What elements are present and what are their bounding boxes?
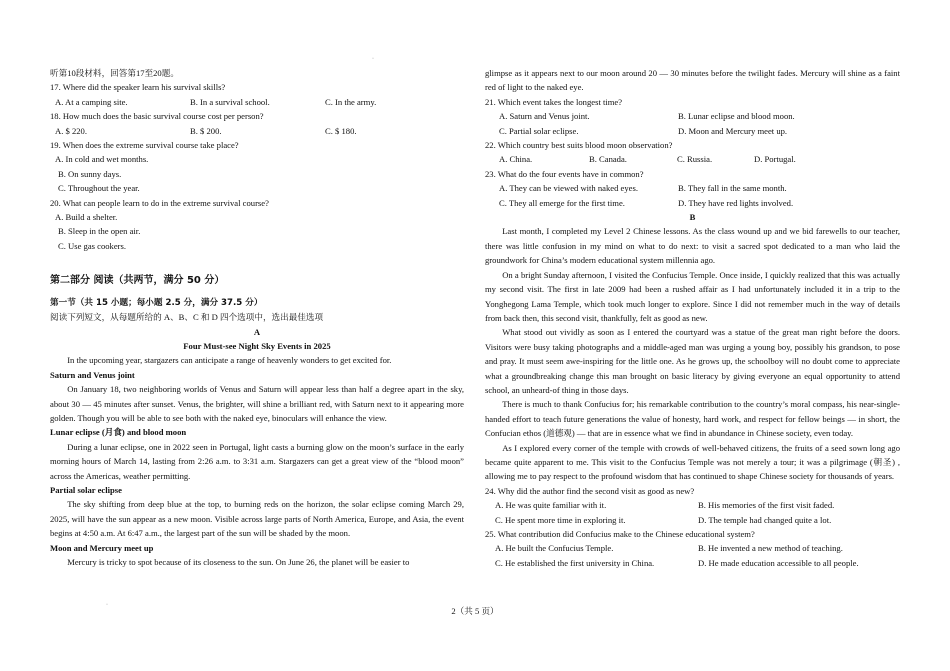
option: C. Russia. (677, 154, 713, 165)
option: B. Canada. (589, 154, 627, 165)
option: A. At a camping site. (55, 96, 128, 107)
question-24: 24. Why did the author find the second visit as good as new? (485, 485, 695, 496)
passage-a-heading-2: Lunar eclipse (月食) and blood moon (50, 427, 187, 438)
passage-b-paragraph-1: Last month, I completed my Level 2 Chinese lessons. As the class wound up and we bid farewells to our teacher, there was little confusion in my mind on what to do next: to visit a sacred spot dedicated to a man who laid the groundwork for China’s modern educational system millennia ago. (485, 226, 900, 266)
option: A. Build a shelter. (55, 212, 118, 223)
question-25: 25. What contribution did Confucius make to the Chinese educational system? (485, 529, 755, 539)
options-22 (485, 152, 900, 166)
option: D. Portugal. (754, 154, 796, 165)
passage-a-paragraph-4-start: Mercury is tricky to spot because of its closeness to the sun. On June 26, the planet will be easier to (67, 557, 410, 567)
option: A. They can be viewed with naked eyes. (499, 183, 638, 194)
section-2-instructions: 阅读下列短文，从每题所给的 A、B、C 和 D 四个选项中，选出最佳选项 (50, 312, 324, 323)
option: B. In a survival school. (190, 96, 270, 107)
passage-a-heading-3: Partial solar eclipse (50, 484, 122, 495)
options-17 (50, 95, 464, 109)
passage-a-paragraph-4-end: glimpse as it appears next to our moon around 20 — 30 minutes before the twilight fades. Mercury will shine as a faint red of light to the naked eye. (485, 68, 900, 93)
option: B. $ 200. (190, 125, 222, 136)
passage-a-letter: A (253, 326, 261, 337)
option: D. He made education accessible to all people. (698, 557, 859, 568)
question-19: 19. When does the extreme survival course take place? (50, 140, 239, 151)
option: B. Lunar eclipse and blood moon. (678, 111, 795, 122)
listening-intro: 听第10段材料，回答第17至20题。 (50, 68, 179, 78)
option: C. Throughout the year. (58, 183, 140, 194)
question-18: 18. How much does the basic survival course cost per person? (50, 111, 264, 122)
question-22: 22. Which country best suits blood moon observation? (485, 140, 673, 151)
question-23: 23. What do the four events have in common? (485, 168, 644, 179)
page-footer: 2（共 5 页） (451, 606, 499, 616)
passage-b-paragraph-4: There is much to thank Confucius for; his remarkable contribution to the country’s moral compass, his near-single-handed effort to teach future generations the value of honesty, hard work, and respect for fellow beings — in short, the Confucian ethos (道德观) — that are in essence what we find in abundance in Chinese society, even today. (485, 399, 900, 439)
question-21: 21. Which event takes the longest time? (485, 96, 623, 107)
section-2-subtitle: 第一节（共 15 小题；每小题 2.5 分，满分 37.5 分） (50, 297, 263, 308)
options-21 (485, 109, 900, 138)
passage-a-intro: In the upcoming year, stargazers can anticipate a range of heavenly wonders to get excited for. (67, 355, 392, 366)
options-24 (485, 498, 900, 527)
option: D. The temple had changed quite a lot. (698, 514, 832, 525)
option: B. He invented a new method of teaching. (698, 543, 843, 554)
options-25 (485, 541, 900, 570)
option: A. China. (499, 154, 533, 165)
option: B. On sunny days. (58, 168, 122, 179)
right-column (485, 66, 900, 570)
question-17: 17. Where did the speaker learn his survival skills? (50, 82, 226, 93)
option: A. In cold and wet months. (55, 154, 149, 165)
passage-a-paragraph-1: On January 18, two neighboring worlds of Venus and Saturn will appear less than half a degree apart in the sky, about 30 — 45 minutes after sunset. Venus, the brighter, will shine a brilliant red, with Saturn next to it appearing more golden. Though you will be able to see both with the naked eye, binoculars will enhance the view. (50, 384, 464, 423)
passage-b-paragraph-2: On a bright Sunday afternoon, I visited the Confucius Temple. Once inside, I quickly realized that this was actually my second visit. The first in late 2009 had been a rushed affair as I had unfortunately included it in a trip to the Yonghegong Lama Temple, which took much longer to explore. Since I did not remember much in the way of details from back then, this second visit, thankfully, felt as good as new. (485, 269, 900, 323)
question-20: 20. What can people learn to do in the extreme survival course? (50, 197, 269, 208)
option: C. $ 180. (325, 125, 357, 136)
option: B. Sleep in the open air. (58, 226, 141, 237)
option: B. They fall in the same month. (678, 183, 787, 194)
passage-b-letter: B (689, 212, 696, 223)
option: D. Moon and Mercury meet up. (678, 125, 788, 136)
option: C. He spent more time in exploring it. (495, 514, 626, 525)
passage-b-paragraph-5: As I explored every corner of the temple with crowds of well-behaved citizens, the fruits of a seed sown long ago became quite apparent to me. This visit to the Confucius Temple was not merely a tour; it was a pilgrimage (朝圣) , allowing me to pay respect to the profound wisdom that has continued to shape Chinese society for thousands of years. (485, 442, 900, 482)
option: C. They all emerge for the first time. (499, 197, 625, 208)
options-18 (50, 124, 464, 138)
scan-dot: · (372, 56, 374, 62)
passage-a-title: Four Must-see Night Sky Events in 2025 (183, 340, 331, 351)
passage-a-paragraph-2: During a lunar eclipse, one in 2022 seen in Portugal, light casts a burning glow on the moon’s surface in the early morning hours of March 14, lasting from 2:26 a.m. to 3:31 a.m. Stargazers can get a great view of the “blood moon” across the Americas, weather permitting. (50, 441, 464, 481)
option: D. They have red lights involved. (678, 197, 794, 208)
scan-dot: · (106, 602, 108, 608)
option: A. Saturn and Venus joint. (499, 111, 590, 122)
option: B. His memories of the first visit faded. (698, 500, 835, 511)
passage-a-heading-4: Moon and Mercury meet up (50, 542, 154, 553)
left-column (50, 66, 464, 569)
option: C. He established the first university in China. (495, 557, 655, 568)
options-23 (485, 181, 900, 210)
passage-b-paragraph-3: What stood out vividly as soon as I entered the courtyard was a statue of the great man right before the doors. Visitors were busy taking photographs and a middle-aged man was urging a young boy, possibly his grandson, to pose and pray. It must seem awe-inspiring for the little one. As he grows up, the schoolboy will no doubt come to appreciate what a groundbreaking change this man brought on basic literacy by giving everyone an equal opportunity to attend school, an unheard-of thing in those days. (485, 327, 900, 395)
section-2-title: 第二部分 阅读（共两节，满分 50 分） (50, 275, 225, 287)
option: C. Use gas cookers. (58, 240, 127, 251)
option: C. Partial solar eclipse. (499, 125, 579, 136)
option: A. He built the Confucius Temple. (495, 543, 614, 554)
option: C. In the army. (325, 96, 377, 107)
passage-a-heading-1: Saturn and Venus joint (50, 369, 135, 380)
option: A. He was quite familiar with it. (495, 500, 607, 511)
option: A. $ 220. (55, 125, 87, 136)
passage-a-paragraph-3: The sky shifting from deep blue at the top, to burning reds on the horizon, the solar eclipse coming March 29, 2025, will have the sun appear as a new moon. Visible across large parts of North America, Europe, and Asia, the event begins at 4:50 a.m. At 6:47 a.m., the largest part of the sun will be shaded by the moon. (50, 499, 464, 539)
